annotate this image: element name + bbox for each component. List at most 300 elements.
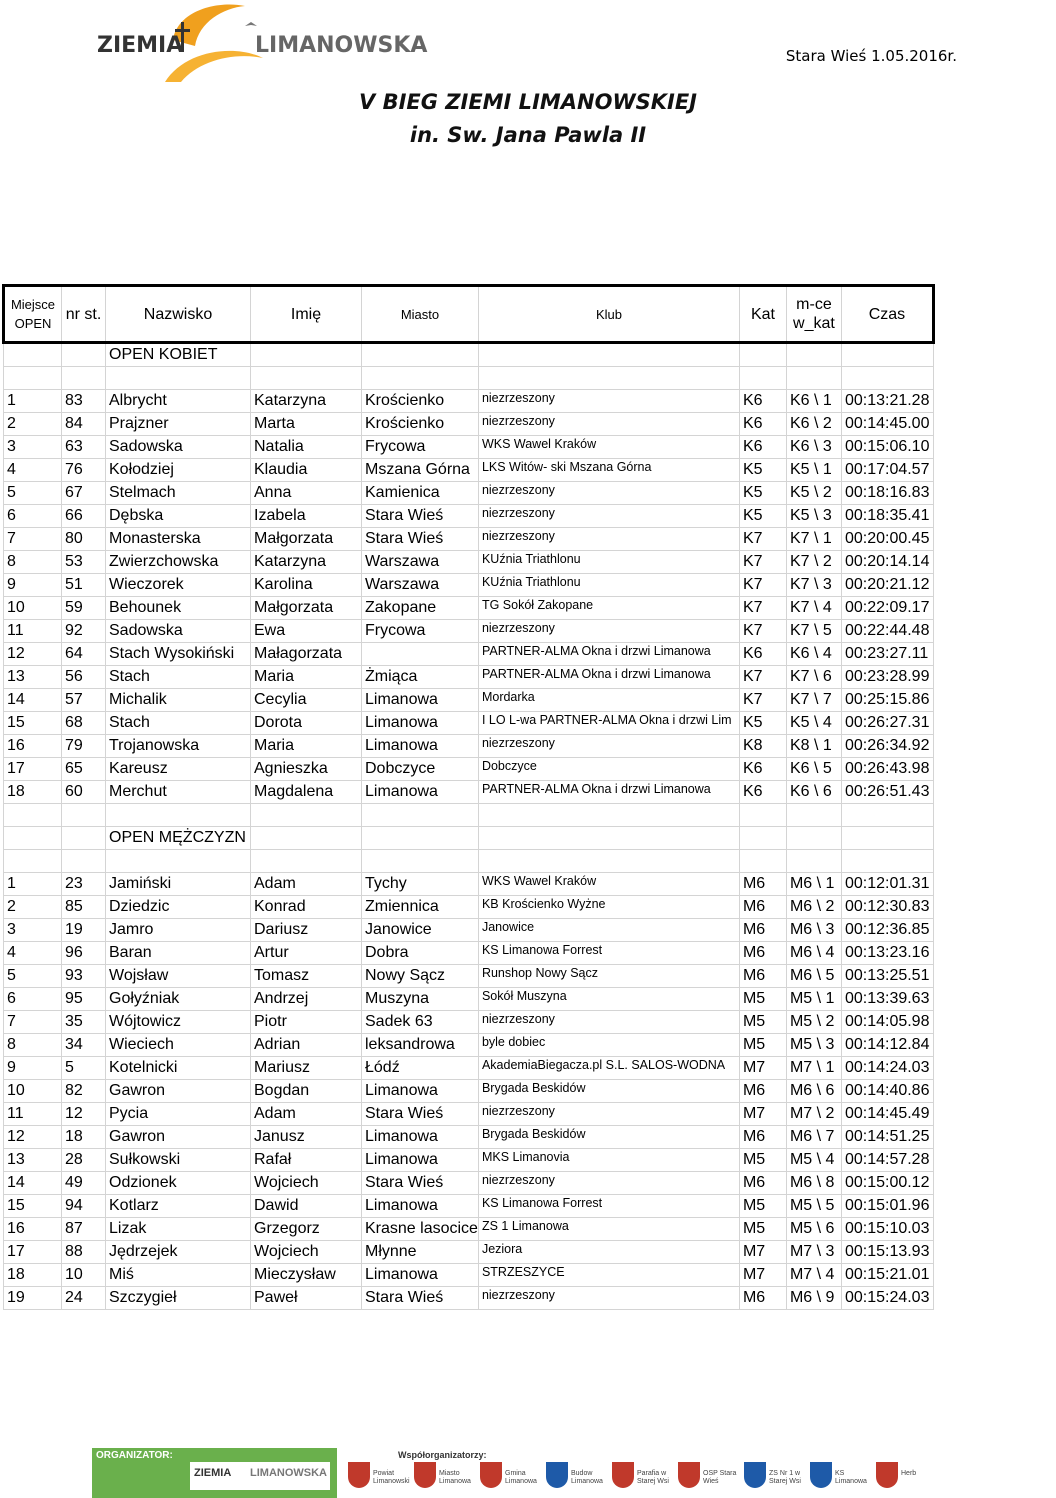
sponsor-name: Budow Limanowa [571,1470,603,1485]
cell-place: 16 [4,735,62,758]
cell-bib: 82 [62,1080,106,1103]
table-row [4,896,934,919]
cell-time: 00:15:10.03 [841,1218,933,1241]
cell-name: Adam [251,1103,362,1126]
cell-city: Stara Wieś [362,1172,479,1195]
table-row [4,1103,934,1126]
cell-name: Magdalena [251,781,362,804]
cell-city: Limanowa [362,1149,479,1172]
cell-place: 17 [4,758,62,781]
empty-cell [62,804,106,827]
cell-time: 00:15:06.10 [841,436,933,459]
cell-place: 2 [4,896,62,919]
cell-catpos: K6 \ 3 [786,436,841,459]
cell-place: 13 [4,1149,62,1172]
table-row [4,712,934,735]
cell-bib: 96 [62,942,106,965]
cell-club: Mordarka [478,689,739,712]
cell-bib: 5 [62,1057,106,1080]
cell-bib: 12 [62,1103,106,1126]
cell-bib: 23 [62,873,106,896]
cell-place: 2 [4,413,62,436]
empty-cell [62,367,106,390]
cell-club: niezrzeszony [478,390,739,413]
cell-name: Piotr [251,1011,362,1034]
cell-catpos: K7 \ 6 [786,666,841,689]
cell-catpos: K6 \ 5 [786,758,841,781]
cell-cat: M5 [739,1149,786,1172]
cell-club: niezrzeszony [478,735,739,758]
cell-club: niezrzeszony [478,620,739,643]
cell-city: Janowice [362,919,479,942]
cell-catpos: K5 \ 3 [786,505,841,528]
cell-name: Bogdan [251,1080,362,1103]
cell-bib: 53 [62,551,106,574]
col-time-header: Czas [841,286,933,343]
cell-cat: M7 [739,1057,786,1080]
empty-cell [4,827,62,850]
cell-name: Katarzyna [251,551,362,574]
cell-time: 00:14:45.00 [841,413,933,436]
cell-name: Mieczysław [251,1264,362,1287]
crest-icon [546,1462,568,1488]
cell-cat: K6 [739,436,786,459]
col-place-label-2: OPEN [14,316,52,331]
cell-cat: M7 [739,1103,786,1126]
cell-city: Frycowa [362,620,479,643]
cell-club: byle dobiec [478,1034,739,1057]
cell-time: 00:15:00.12 [841,1172,933,1195]
cell-surname: Pycia [106,1103,251,1126]
cell-name: Konrad [251,896,362,919]
cell-cat: K6 [739,390,786,413]
table-row [4,574,934,597]
cell-place: 1 [4,873,62,896]
cell-time: 00:22:09.17 [841,597,933,620]
cell-catpos: M5 \ 5 [786,1195,841,1218]
empty-cell [106,850,251,873]
cell-city: Zakopane [362,597,479,620]
empty-cell [362,343,479,367]
cell-surname: Trojanowska [106,735,251,758]
cell-catpos: M5 \ 4 [786,1149,841,1172]
organizer-label: ORGANIZATOR: [96,1450,173,1461]
empty-cell [478,343,739,367]
sponsor-name: Gmina Limanowa [505,1470,537,1485]
cell-bib: 51 [62,574,106,597]
spacer-row [4,804,934,827]
cell-surname: Gawron [106,1080,251,1103]
cell-time: 00:15:01.96 [841,1195,933,1218]
cell-city: Limanowa [362,781,479,804]
empty-cell [62,343,106,367]
cell-club: Janowice [478,919,739,942]
cell-time: 00:20:14.14 [841,551,933,574]
cell-bib: 83 [62,390,106,413]
table-row [4,551,934,574]
cell-city: Limanowa [362,1195,479,1218]
results-body [4,286,934,1310]
cell-surname: Jamro [106,919,251,942]
cell-time: 00:23:27.11 [841,643,933,666]
cell-city: Limanowa [362,1264,479,1287]
cell-bib: 49 [62,1172,106,1195]
empty-cell [841,850,933,873]
empty-cell [362,827,479,850]
table-row [4,873,934,896]
table-row [4,781,934,804]
empty-cell [739,804,786,827]
empty-cell [251,804,362,827]
cell-club: KB Krościenko Wyżne [478,896,739,919]
empty-cell [478,804,739,827]
cell-place: 17 [4,1241,62,1264]
cell-bib: 59 [62,597,106,620]
cell-cat: K7 [739,528,786,551]
cell-city: Limanowa [362,712,479,735]
cell-place: 4 [4,942,62,965]
cell-place: 18 [4,1264,62,1287]
cell-catpos: M6 \ 2 [786,896,841,919]
cell-catpos: K5 \ 4 [786,712,841,735]
cell-cat: K7 [739,597,786,620]
coorganizers-label: Współorganizatorzy: [398,1450,487,1460]
organizer-logo-left: ZIEMIA [194,1467,232,1479]
cell-city: Zmiennica [362,896,479,919]
cell-time: 00:14:24.03 [841,1057,933,1080]
cell-cat: K7 [739,666,786,689]
cell-catpos: K7 \ 5 [786,620,841,643]
cell-cat: M5 [739,988,786,1011]
cell-bib: 68 [62,712,106,735]
crest-icon [810,1462,832,1488]
cell-club: AkademiaBiegacza.pl S.L. SALOS-WODNA [478,1057,739,1080]
cell-name: Ewa [251,620,362,643]
table-row [4,1264,934,1287]
logo-text-right: LIMANOWSKA [255,33,428,58]
cell-cat: M6 [739,1172,786,1195]
cell-club: WKS Wawel Kraków [478,873,739,896]
cell-name: Małagorzata [251,643,362,666]
cell-catpos: M6 \ 7 [786,1126,841,1149]
cell-club: Jeziora [478,1241,739,1264]
cell-place: 10 [4,1080,62,1103]
sponsor-name: ZS Nr 1 w Starej Wsi [769,1470,801,1485]
empty-cell [4,804,62,827]
empty-cell [62,850,106,873]
cell-club: STRZESZYCE [478,1264,739,1287]
cell-name: Katarzyna [251,390,362,413]
cell-cat: M5 [739,1195,786,1218]
table-row [4,459,934,482]
cell-club: KS Limanowa Forrest [478,942,739,965]
table-row [4,1126,934,1149]
sponsor-name: KS Limanowa [835,1470,867,1485]
cell-bib: 35 [62,1011,106,1034]
cell-name: Małgorzata [251,528,362,551]
cell-surname: Stach [106,666,251,689]
cell-club: LKS Witów- ski Mszana Górna [478,459,739,482]
cell-city: Nowy Sącz [362,965,479,988]
cell-place: 18 [4,781,62,804]
cell-bib: 57 [62,689,106,712]
logo-text-left: ZIEMIA [97,33,184,58]
col-catpos-header [786,286,841,343]
cell-bib: 95 [62,988,106,1011]
cell-time: 00:23:28.99 [841,666,933,689]
cell-club: niezrzeszony [478,413,739,436]
cell-city: Sadek 63 [362,1011,479,1034]
cell-time: 00:12:36.85 [841,919,933,942]
table-row [4,1149,934,1172]
table-row [4,1034,934,1057]
cell-catpos: M7 \ 3 [786,1241,841,1264]
empty-cell [106,804,251,827]
col-catpos-label-1: m-ce [796,296,832,313]
cell-place: 12 [4,643,62,666]
cell-club: TG Sokół Zakopane [478,597,739,620]
cell-city: Tychy [362,873,479,896]
empty-cell [739,827,786,850]
cell-name: Agnieszka [251,758,362,781]
cell-city: Dobczyce [362,758,479,781]
table-row [4,1057,934,1080]
sponsor-name: Herb [901,1470,917,1477]
empty-cell [251,343,362,367]
cell-cat: M7 [739,1241,786,1264]
table-row [4,758,934,781]
cell-cat: K8 [739,735,786,758]
cell-bib: 87 [62,1218,106,1241]
col-place-header [4,286,62,343]
cell-catpos: M6 \ 5 [786,965,841,988]
bird-icon [245,22,257,26]
cell-club: PARTNER-ALMA Okna i drzwi Limanowa [478,781,739,804]
cell-time: 00:14:57.28 [841,1149,933,1172]
cell-cat: K6 [739,643,786,666]
table-row [4,528,934,551]
cell-bib: 79 [62,735,106,758]
cell-time: 00:14:40.86 [841,1080,933,1103]
cell-time: 00:26:34.92 [841,735,933,758]
table-row [4,1080,934,1103]
cell-name: Rafał [251,1149,362,1172]
cell-club: niezrzeszony [478,1287,739,1310]
cell-name: Artur [251,942,362,965]
event-date: Stara Wieś 1.05.2016r. [785,47,957,65]
cell-place: 9 [4,1057,62,1080]
cell-surname: Szczygieł [106,1287,251,1310]
cell-city: Krościenko [362,390,479,413]
empty-cell [4,343,62,367]
crest-icon [480,1462,502,1488]
cell-catpos: M6 \ 9 [786,1287,841,1310]
empty-cell [786,804,841,827]
empty-cell [4,850,62,873]
cell-city: Dobra [362,942,479,965]
table-row [4,735,934,758]
cell-surname: Michalik [106,689,251,712]
cell-place: 6 [4,505,62,528]
crest-icon [414,1462,436,1488]
cell-place: 5 [4,482,62,505]
table-row [4,1172,934,1195]
cell-bib: 88 [62,1241,106,1264]
logo-cross-horizontal [175,29,190,32]
table-row [4,1195,934,1218]
table-row [4,505,934,528]
cell-cat: M6 [739,896,786,919]
cell-bib: 67 [62,482,106,505]
crest-icon [876,1462,898,1488]
cell-cat: M7 [739,1264,786,1287]
cell-city: Limanowa [362,1080,479,1103]
cell-bib: 92 [62,620,106,643]
cell-club: KUźnia Triathlonu [478,551,739,574]
cell-bib: 76 [62,459,106,482]
cell-catpos: M7 \ 2 [786,1103,841,1126]
empty-cell [362,850,479,873]
col-cat-header: Kat [739,286,786,343]
page-subtitle: in. Sw. Jana Pawla II [409,123,647,147]
cell-name: Karolina [251,574,362,597]
cell-club: niezrzeszony [478,1103,739,1126]
cell-bib: 60 [62,781,106,804]
sponsor-name: Powiat Limanowski [373,1470,410,1485]
cell-city: Stara Wieś [362,528,479,551]
cell-place: 8 [4,1034,62,1057]
cell-catpos: K5 \ 2 [786,482,841,505]
cell-cat: K7 [739,689,786,712]
cell-surname: Stach Wysokiński [106,643,251,666]
cell-name: Tomasz [251,965,362,988]
cell-club: KS Limanowa Forrest [478,1195,739,1218]
cell-surname: Gołyźniak [106,988,251,1011]
cell-catpos: M5 \ 3 [786,1034,841,1057]
empty-cell [786,343,841,367]
crest-icon [348,1462,370,1488]
cell-name: Janusz [251,1126,362,1149]
cell-catpos: M6 \ 6 [786,1080,841,1103]
cell-time: 00:14:51.25 [841,1126,933,1149]
cell-surname: Merchut [106,781,251,804]
page-title: V BIEG ZIEMI LIMANOWSKIEJ [359,90,697,114]
cell-name: Wojciech [251,1172,362,1195]
cell-place: 7 [4,528,62,551]
table-row [4,942,934,965]
cell-city: Warszawa [362,574,479,597]
cell-time: 00:18:35.41 [841,505,933,528]
cell-cat: K5 [739,459,786,482]
cell-bib: 24 [62,1287,106,1310]
cell-surname: Odzionek [106,1172,251,1195]
cell-place: 12 [4,1126,62,1149]
empty-cell [739,343,786,367]
cell-city: Żmiąca [362,666,479,689]
cell-cat: K5 [739,712,786,735]
cell-catpos: K7 \ 4 [786,597,841,620]
cell-time: 00:26:27.31 [841,712,933,735]
cell-club: Runshop Nowy Sącz [478,965,739,988]
col-club-header: Klub [478,286,739,343]
table-row [4,643,934,666]
col-surname-header: Nazwisko [106,286,251,343]
cell-surname: Kołodziej [106,459,251,482]
spacer-row [4,850,934,873]
cell-club: Sokół Muszyna [478,988,739,1011]
cell-name: Natalia [251,436,362,459]
cell-surname: Wieciech [106,1034,251,1057]
cell-catpos: K6 \ 6 [786,781,841,804]
cell-place: 14 [4,689,62,712]
cell-city: Stara Wieś [362,1287,479,1310]
table-row [4,988,934,1011]
cell-city [362,643,479,666]
sponsors-footer [92,1448,942,1498]
cell-time: 00:13:39.63 [841,988,933,1011]
cell-time: 00:13:25.51 [841,965,933,988]
empty-cell [841,827,933,850]
cell-time: 00:13:23.16 [841,942,933,965]
section-title-row [4,827,934,850]
cell-surname: Stach [106,712,251,735]
cell-place: 7 [4,1011,62,1034]
cell-place: 16 [4,1218,62,1241]
cell-cat: K5 [739,505,786,528]
cell-name: Mariusz [251,1057,362,1080]
cell-time: 00:20:21.12 [841,574,933,597]
cell-bib: 85 [62,896,106,919]
cell-time: 00:15:24.03 [841,1287,933,1310]
cell-name: Grzegorz [251,1218,362,1241]
empty-cell [251,367,362,390]
empty-cell [62,827,106,850]
cell-surname: Dębska [106,505,251,528]
cell-name: Adrian [251,1034,362,1057]
cell-city: Limanowa [362,1126,479,1149]
col-place-label-1: Miejsce [10,297,56,312]
cell-cat: K6 [739,781,786,804]
cell-club: KUźnia Triathlonu [478,574,739,597]
cell-club: niezrzeszony [478,1172,739,1195]
cell-cat: K7 [739,620,786,643]
cell-time: 00:12:01.31 [841,873,933,896]
empty-cell [362,804,479,827]
cell-bib: 63 [62,436,106,459]
empty-cell [478,827,739,850]
cell-cat: M5 [739,1218,786,1241]
empty-cell [786,367,841,390]
sponsor-name: Miasto Limanowa [439,1470,471,1485]
cell-name: Marta [251,413,362,436]
cell-club: PARTNER-ALMA Okna i drzwi Limanowa [478,643,739,666]
crest-icon [612,1462,634,1488]
cell-surname: Kotlarz [106,1195,251,1218]
cell-catpos: K7 \ 7 [786,689,841,712]
cell-city: Muszyna [362,988,479,1011]
cell-city: Mszana Górna [362,459,479,482]
cell-time: 00:26:51.43 [841,781,933,804]
cell-place: 6 [4,988,62,1011]
table-row [4,597,934,620]
cell-name: Anna [251,482,362,505]
table-row [4,620,934,643]
spacer-row [4,367,934,390]
empty-cell [251,827,362,850]
cell-catpos: M7 \ 4 [786,1264,841,1287]
cell-cat: M6 [739,965,786,988]
cell-name: Maria [251,666,362,689]
